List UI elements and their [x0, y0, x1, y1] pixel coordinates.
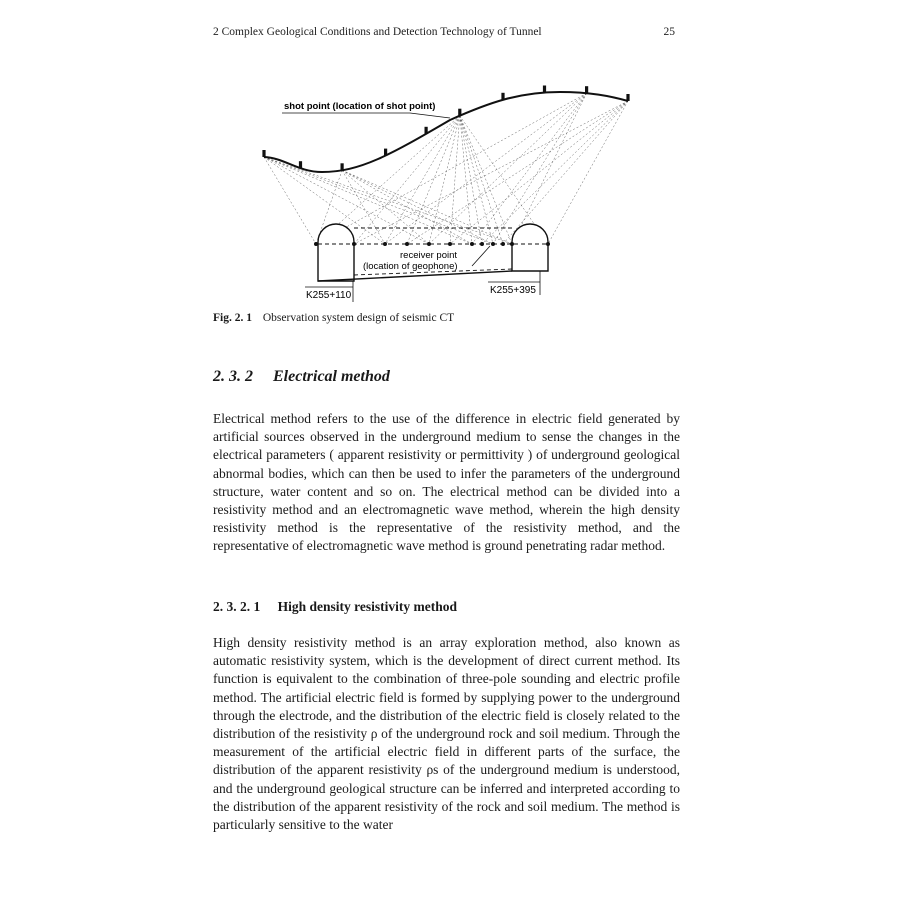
- ray-path: [385, 93, 587, 244]
- section-paragraph: Electrical method refers to the use of the difference in electric field generated by artificial sources observed in the underground medium to sense the changes in the electrical parameters ( apparent resistivity or permittivity ) of underground geological abnormal bodies, which can then be used to infer the parameters of the underground structure, water content and so on. The electrical method can be divided into a resistivity method and an electromagnetic wave method, wherein the high density resistivity method is the representative of the resistivity method, and the representative of electromagnetic wave method is ground penetrating radar method.: [213, 411, 680, 554]
- receiver-label-leader: [472, 246, 490, 266]
- section-number: 2. 3. 2: [213, 368, 253, 385]
- page-number: 25: [663, 26, 675, 38]
- ray-path: [354, 101, 628, 244]
- ray-path: [264, 157, 472, 244]
- ray-path: [548, 101, 628, 244]
- shot-point-marker: [585, 86, 588, 93]
- subsection-number: 2. 3. 2. 1: [213, 599, 261, 614]
- ray-path: [450, 116, 460, 244]
- shot-point-label: shot point (location of shot point): [284, 101, 436, 112]
- receiver-point-marker: [480, 242, 484, 246]
- right-tunnel-portal: [512, 224, 548, 271]
- receiver-point-marker: [352, 242, 356, 246]
- receiver-point-marker: [491, 242, 495, 246]
- shot-label-leader: [410, 113, 450, 118]
- seismic-ct-figure: [250, 80, 650, 305]
- receiver-point-marker: [448, 242, 452, 246]
- shot-point-marker: [543, 86, 546, 93]
- shot-point-marker: [501, 93, 504, 100]
- figure-caption-text: Observation system design of seismic CT: [262, 312, 455, 324]
- receiver-point-marker: [546, 242, 550, 246]
- station-label-right: K255+395: [490, 285, 536, 296]
- receiver-label-line2: (location of geophone): [363, 261, 458, 272]
- ray-path: [460, 116, 493, 244]
- shot-point-marker: [341, 163, 344, 170]
- shot-point-marker: [626, 94, 629, 101]
- shot-point-marker: [262, 150, 265, 157]
- subsection-heading: [213, 599, 457, 615]
- ray-path: [493, 93, 587, 244]
- ray-path: [450, 101, 628, 244]
- shot-point-marker: [299, 161, 302, 168]
- ray-path: [342, 170, 429, 244]
- chapter-title: 2 Complex Geological Conditions and Detection Technology of Tunnel: [213, 26, 542, 38]
- receiver-point-marker: [405, 242, 409, 246]
- receiver-point-marker: [470, 242, 474, 246]
- receiver-point-marker: [510, 242, 514, 246]
- ray-paths: [264, 93, 628, 244]
- observation-system-diagram: [250, 80, 650, 305]
- ray-path: [342, 170, 493, 244]
- ray-path: [472, 93, 587, 244]
- ray-path: [342, 170, 512, 244]
- receiver-point-marker: [314, 242, 318, 246]
- receiver-point-marker: [427, 242, 431, 246]
- shot-point-marker: [458, 109, 461, 116]
- ray-path: [354, 116, 460, 244]
- receiver-point-marker: [501, 242, 505, 246]
- left-tunnel-portal: [318, 224, 354, 281]
- ray-path: [264, 157, 512, 244]
- ray-path: [503, 101, 628, 244]
- section-title: Electrical method: [273, 368, 390, 385]
- station-label-left: K255+110: [306, 290, 352, 301]
- ray-path: [342, 170, 472, 244]
- section-heading: [213, 368, 390, 386]
- ray-path: [264, 157, 493, 244]
- ray-path: [482, 101, 628, 244]
- shot-point-markers: [262, 86, 629, 171]
- receiver-label-line1: receiver point: [400, 250, 458, 261]
- shot-point-marker: [384, 149, 387, 156]
- ray-path: [316, 93, 587, 244]
- figure-caption: [213, 312, 683, 324]
- ray-path: [460, 116, 503, 244]
- shot-point-marker: [425, 127, 428, 134]
- ray-path: [460, 116, 472, 244]
- ray-path: [429, 93, 587, 244]
- receiver-point-marker: [383, 242, 387, 246]
- subsection-paragraph: High density resistivity method is an array exploration method, also known as automatic resistivity system, which is the development of direct current method. Its function is equivalent to the combination of three-pole sounding and electric profile method. The artificial electric field is formed by supplying power to the underground through the electrode, and the distribution of the electric field is closely related to the distribution of the resistivity ρ of the underground rock and soil medium. Through the measurement of the artificial electric field in different parts of the surface, the distribution of the apparent resistivity ρs of the underground medium is understood, and the underground geological structure can be inferred and interpreted according to the distribution of the apparent resistivity of the rock and soil medium. The method is particularly sensitive to the water: [213, 635, 680, 833]
- figure-caption-label: Fig. 2. 1: [213, 312, 252, 324]
- ray-path: [407, 101, 628, 244]
- subsection-title: High density resistivity method: [277, 599, 458, 614]
